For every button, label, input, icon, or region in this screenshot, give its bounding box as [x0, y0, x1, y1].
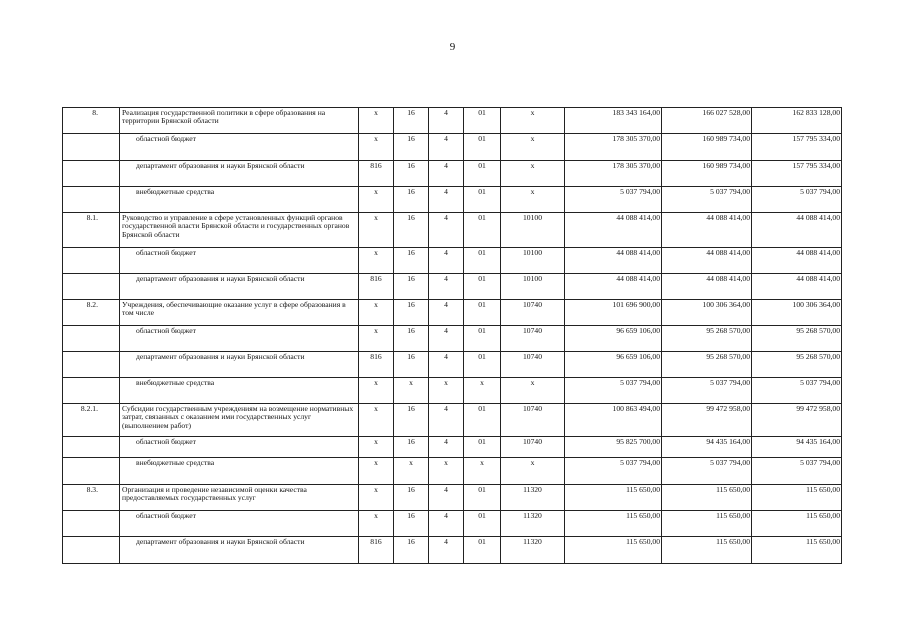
code-cell: х	[501, 458, 565, 485]
row-name: департамент образования и науки Брянской области	[120, 537, 359, 564]
amount-cell: 44 088 414,00	[565, 213, 662, 248]
amount-cell: 44 088 414,00	[662, 213, 752, 248]
code-cell: х	[359, 458, 394, 485]
code-cell: 01	[464, 485, 501, 511]
code-cell: 16	[394, 485, 429, 511]
code-cell: 816	[359, 537, 394, 564]
code-cell: х	[359, 511, 394, 537]
amount-cell: 115 650,00	[752, 537, 842, 564]
amount-cell: 157 795 334,00	[752, 134, 842, 161]
row-number	[63, 187, 120, 213]
amount-cell: 160 989 734,00	[662, 161, 752, 187]
row-number	[63, 248, 120, 274]
table-row	[63, 485, 842, 511]
row-name: областной бюджет	[120, 326, 359, 352]
row-number: 8.3.	[63, 485, 120, 511]
amount-cell: 5 037 794,00	[752, 458, 842, 485]
amount-cell: 162 833 128,00	[752, 108, 842, 134]
row-name: внебюджетные средства	[120, 378, 359, 404]
code-cell: 4	[429, 485, 464, 511]
table-row	[63, 458, 842, 485]
code-cell: 4	[429, 213, 464, 248]
code-cell: х	[359, 187, 394, 213]
row-number: 8.2.	[63, 300, 120, 326]
code-cell: 01	[464, 437, 501, 458]
code-cell: 10100	[501, 274, 565, 300]
table-row	[63, 326, 842, 352]
row-number	[63, 326, 120, 352]
amount-cell: 99 472 958,00	[662, 404, 752, 437]
table-row	[63, 161, 842, 187]
code-cell: 16	[394, 404, 429, 437]
code-cell: 4	[429, 161, 464, 187]
code-cell: х	[359, 108, 394, 134]
amount-cell: 100 306 364,00	[752, 300, 842, 326]
code-cell: 10740	[501, 326, 565, 352]
code-cell: 01	[464, 511, 501, 537]
row-name: Организация и проведение независимой оценки качества предоставляемых государственных услуг	[120, 485, 359, 511]
table-row	[63, 134, 842, 161]
code-cell: 01	[464, 404, 501, 437]
amount-cell: 94 435 164,00	[752, 437, 842, 458]
amount-cell: 115 650,00	[752, 485, 842, 511]
code-cell: х	[501, 378, 565, 404]
row-number	[63, 511, 120, 537]
code-cell: х	[359, 326, 394, 352]
row-name: внебюджетные средства	[120, 458, 359, 485]
code-cell: 01	[464, 161, 501, 187]
amount-cell: 157 795 334,00	[752, 161, 842, 187]
amount-cell: 5 037 794,00	[662, 458, 752, 485]
code-cell: 816	[359, 352, 394, 378]
row-name: департамент образования и науки Брянской области	[120, 352, 359, 378]
amount-cell: 95 268 570,00	[752, 352, 842, 378]
code-cell: 01	[464, 274, 501, 300]
row-name: Субсидии государственным учреждениям на возмещение нормативных затрат, связанных с оказанием ими государственных услуг (выполнением работ)	[120, 404, 359, 437]
amount-cell: 115 650,00	[662, 511, 752, 537]
table-row	[63, 437, 842, 458]
row-name: департамент образования и науки Брянской области	[120, 161, 359, 187]
code-cell: 10740	[501, 352, 565, 378]
code-cell: 16	[394, 437, 429, 458]
code-cell: 4	[429, 404, 464, 437]
amount-cell: 115 650,00	[565, 537, 662, 564]
row-name: внебюджетные средства	[120, 187, 359, 213]
code-cell: 01	[464, 108, 501, 134]
code-cell: 16	[394, 326, 429, 352]
code-cell: 10100	[501, 248, 565, 274]
row-number	[63, 378, 120, 404]
code-cell: 16	[394, 352, 429, 378]
amount-cell: 115 650,00	[565, 511, 662, 537]
row-name: Реализация государственной политики в сфере образования на территории Брянской области	[120, 108, 359, 134]
row-number	[63, 458, 120, 485]
amount-cell: 94 435 164,00	[662, 437, 752, 458]
code-cell: 01	[464, 300, 501, 326]
code-cell: 4	[429, 274, 464, 300]
code-cell: 16	[394, 300, 429, 326]
code-cell: х	[501, 161, 565, 187]
amount-cell: 115 650,00	[565, 485, 662, 511]
amount-cell: 44 088 414,00	[752, 274, 842, 300]
code-cell: х	[359, 248, 394, 274]
amount-cell: 44 088 414,00	[662, 274, 752, 300]
table-row	[63, 187, 842, 213]
table-row	[63, 274, 842, 300]
code-cell: 16	[394, 511, 429, 537]
code-cell: 816	[359, 274, 394, 300]
amount-cell: 115 650,00	[662, 537, 752, 564]
table-row	[63, 378, 842, 404]
amount-cell: 100 863 494,00	[565, 404, 662, 437]
code-cell: 01	[464, 213, 501, 248]
amount-cell: 100 306 364,00	[662, 300, 752, 326]
code-cell: 16	[394, 161, 429, 187]
code-cell: 16	[394, 537, 429, 564]
code-cell: 16	[394, 274, 429, 300]
code-cell: 4	[429, 300, 464, 326]
row-number: 8.2.1.	[63, 404, 120, 437]
amount-cell: 183 343 164,00	[565, 108, 662, 134]
table-row	[63, 537, 842, 564]
table-row	[63, 213, 842, 248]
amount-cell: 96 659 106,00	[565, 352, 662, 378]
code-cell: 01	[464, 134, 501, 161]
code-cell: 4	[429, 134, 464, 161]
code-cell: 4	[429, 537, 464, 564]
amount-cell: 95 268 570,00	[662, 326, 752, 352]
code-cell: 4	[429, 248, 464, 274]
table-row	[63, 300, 842, 326]
code-cell: 10740	[501, 404, 565, 437]
code-cell: х	[429, 378, 464, 404]
code-cell: 01	[464, 326, 501, 352]
row-number	[63, 134, 120, 161]
row-number	[63, 437, 120, 458]
code-cell: 4	[429, 352, 464, 378]
code-cell: 10100	[501, 213, 565, 248]
code-cell: 11320	[501, 511, 565, 537]
row-number: 8.	[63, 108, 120, 134]
code-cell: 01	[464, 537, 501, 564]
code-cell: х	[464, 458, 501, 485]
code-cell: х	[464, 378, 501, 404]
amount-cell: 5 037 794,00	[565, 187, 662, 213]
row-name: областной бюджет	[120, 248, 359, 274]
row-number	[63, 274, 120, 300]
code-cell: х	[359, 378, 394, 404]
amount-cell: 95 825 700,00	[565, 437, 662, 458]
code-cell: 01	[464, 248, 501, 274]
row-name: областной бюджет	[120, 511, 359, 537]
amount-cell: 44 088 414,00	[565, 248, 662, 274]
budget-table	[62, 107, 842, 564]
code-cell: 10740	[501, 437, 565, 458]
amount-cell: 99 472 958,00	[752, 404, 842, 437]
code-cell: х	[359, 437, 394, 458]
code-cell: 11320	[501, 537, 565, 564]
page-number: 9	[449, 41, 456, 53]
code-cell: 16	[394, 134, 429, 161]
amount-cell: 160 989 734,00	[662, 134, 752, 161]
amount-cell: 178 305 370,00	[565, 161, 662, 187]
amount-cell: 101 696 900,00	[565, 300, 662, 326]
code-cell: 16	[394, 187, 429, 213]
amount-cell: 5 037 794,00	[565, 378, 662, 404]
amount-cell: 115 650,00	[662, 485, 752, 511]
table-row	[63, 108, 842, 134]
amount-cell: 44 088 414,00	[662, 248, 752, 274]
code-cell: х	[394, 458, 429, 485]
code-cell: 4	[429, 187, 464, 213]
amount-cell: 44 088 414,00	[752, 248, 842, 274]
amount-cell: 95 268 570,00	[662, 352, 752, 378]
row-name: Руководство и управление в сфере установленных функций органов государственной власти Брянской области и государственных органов Брянской области	[120, 213, 359, 248]
row-number	[63, 537, 120, 564]
code-cell: х	[359, 485, 394, 511]
row-number	[63, 352, 120, 378]
row-name: департамент образования и науки Брянской области	[120, 274, 359, 300]
amount-cell: 96 659 106,00	[565, 326, 662, 352]
code-cell: 16	[394, 213, 429, 248]
amount-cell: 44 088 414,00	[565, 274, 662, 300]
code-cell: 816	[359, 161, 394, 187]
table-row	[63, 404, 842, 437]
code-cell: х	[359, 134, 394, 161]
amount-cell: 178 305 370,00	[565, 134, 662, 161]
code-cell: х	[359, 404, 394, 437]
amount-cell: 44 088 414,00	[752, 213, 842, 248]
code-cell: х	[501, 187, 565, 213]
code-cell: 10740	[501, 300, 565, 326]
code-cell: 11320	[501, 485, 565, 511]
code-cell: 16	[394, 108, 429, 134]
table-row	[63, 352, 842, 378]
amount-cell: 115 650,00	[752, 511, 842, 537]
amount-cell: 5 037 794,00	[662, 378, 752, 404]
code-cell: х	[394, 378, 429, 404]
code-cell: х	[429, 458, 464, 485]
amount-cell: 5 037 794,00	[565, 458, 662, 485]
row-number	[63, 161, 120, 187]
amount-cell: 5 037 794,00	[752, 378, 842, 404]
code-cell: 4	[429, 108, 464, 134]
amount-cell: 166 027 528,00	[662, 108, 752, 134]
code-cell: х	[501, 108, 565, 134]
row-number: 8.1.	[63, 213, 120, 248]
code-cell: 4	[429, 511, 464, 537]
row-name: Учреждения, обеспечивающие оказание услуг в сфере образования в том числе	[120, 300, 359, 326]
code-cell: 01	[464, 352, 501, 378]
amount-cell: 5 037 794,00	[752, 187, 842, 213]
amount-cell: 5 037 794,00	[662, 187, 752, 213]
row-name: областной бюджет	[120, 437, 359, 458]
code-cell: 4	[429, 437, 464, 458]
table-row	[63, 248, 842, 274]
row-name: областной бюджет	[120, 134, 359, 161]
code-cell: х	[359, 300, 394, 326]
code-cell: 4	[429, 326, 464, 352]
code-cell: 16	[394, 248, 429, 274]
table-row	[63, 511, 842, 537]
code-cell: 01	[464, 187, 501, 213]
code-cell: х	[501, 134, 565, 161]
code-cell: х	[359, 213, 394, 248]
amount-cell: 95 268 570,00	[752, 326, 842, 352]
